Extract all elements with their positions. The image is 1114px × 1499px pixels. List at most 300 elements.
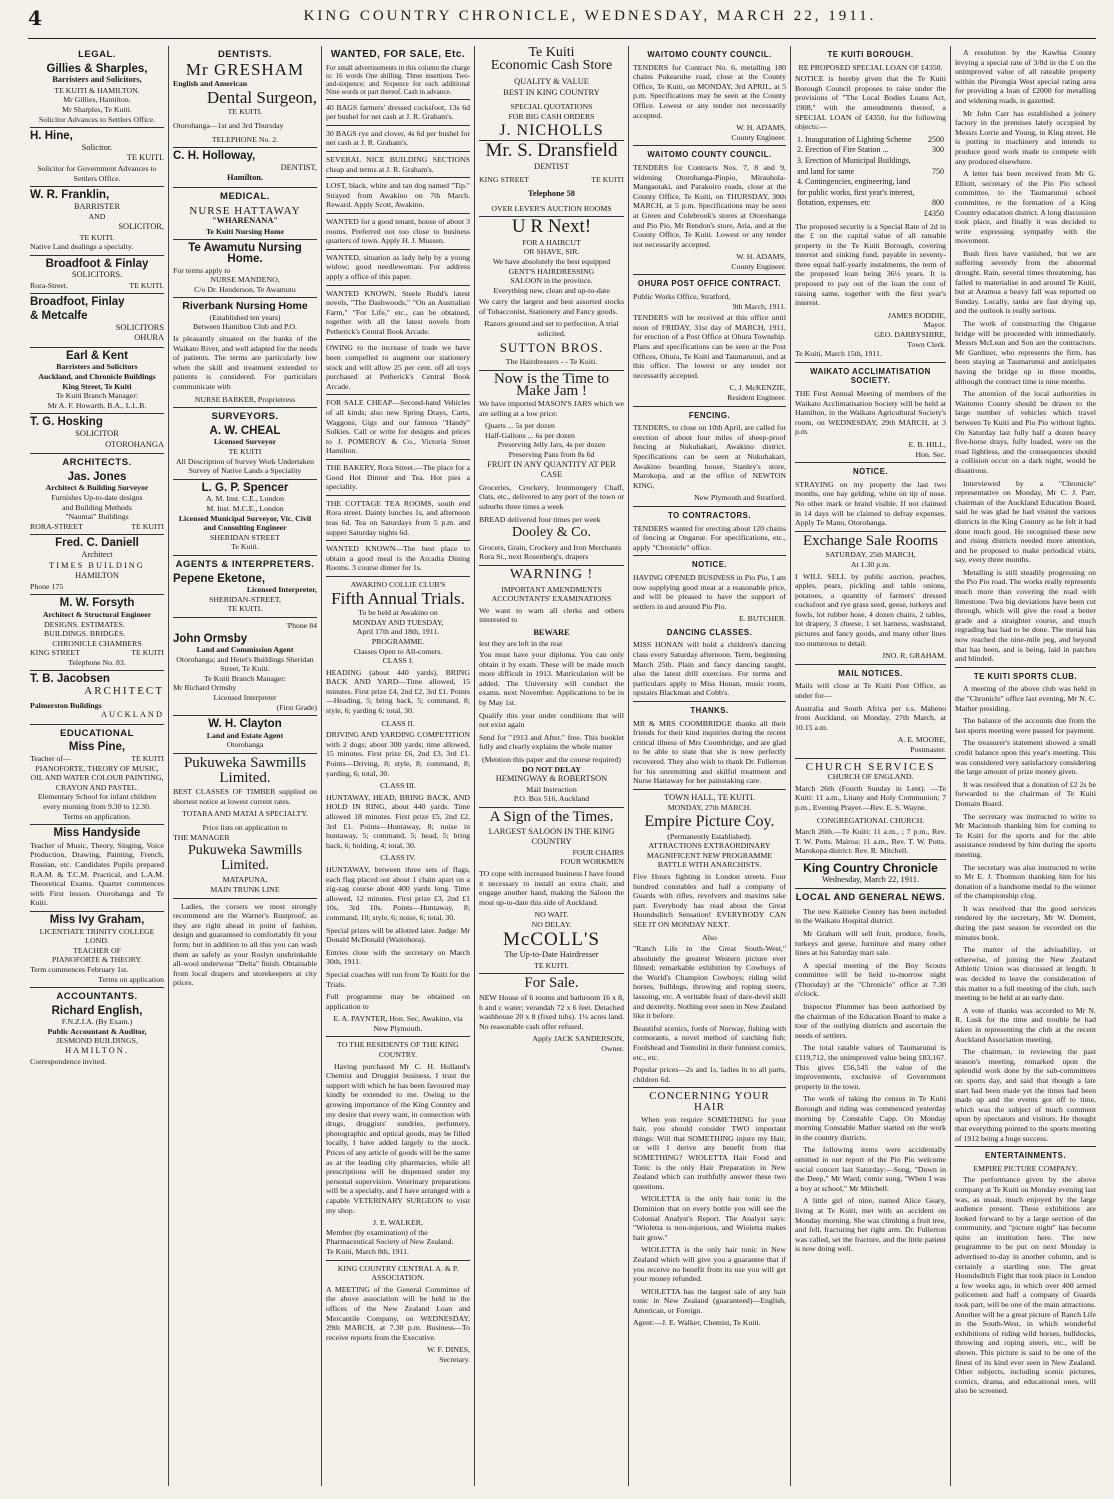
ad-line: LICENTIATE TRINITY COLLEGE LOND. (39, 926, 155, 946)
classified-ad: WANTED, situation as lady help by a young widow; good needlewoman. For address apply a office of this paper. (326, 252, 470, 281)
ad-line: You must have your diploma. You can only obtain it by exam. These will be made much more difficult in 1913. Matriculation will be added. The University will conduct the exams. next November. Applications to be in by May 1st. (479, 650, 624, 708)
ad-line: LARGEST SALOON IN THE KING COUNTRY (488, 826, 615, 847)
ad-line: Te Kuiti. (231, 542, 259, 552)
ad-name: Exchange Sale Rooms (803, 532, 938, 549)
ad-line: P.O. Box 516, Auckland (513, 794, 590, 804)
ad-name: Fred. C. Daniell (55, 537, 139, 550)
notice-body: TENDERS, to close on 10th April, are called for erection of about four miles of sheep-proof fencing at Nukuhakari, Awakino district. Specifications can be seen at Nukuhakari, Awakino boarding house, Stanley's store, Marokopa, and at the office of NEWTON KING, (633, 423, 786, 490)
news-paragraph: The chairman, in reviewing the past season's meeting, remarked upon the splendid work done by the sub-committees on sports day, and said that though a late start had been made yet the times had been made up and the events got off to time, which was the subject of much comment upon by spectators and visitors. He thought that everything pointed to the sports meeting of 1912 being a huge success. (955, 1047, 1096, 1143)
ad-line: RORA-STREET (30, 521, 83, 531)
ad-line: E. A. PAYNTER, Hon. Sec, Awakino, via New Plymouth. (333, 1014, 463, 1033)
loan-item: 3. Erection of Municipal Buildings, and land for same (797, 155, 911, 176)
ad-line: GENT'S HAIRDRESSING (508, 266, 595, 276)
ad-line: Owner. (601, 1043, 624, 1053)
ad-line: FOUR WORKMEN (560, 857, 624, 867)
column-rule (790, 46, 791, 1486)
notice-heading: WAITOMO COUNTY COUNCIL. (647, 50, 772, 59)
ad-line: Solicitor for Government Advances to Settlers Office. (37, 163, 157, 183)
ad-name: Mr. S. Dransfield (485, 140, 618, 162)
ad-name: Riverbank Nursing Home (182, 300, 308, 313)
ad-line: PIANOFORTE & THEORY. (51, 955, 142, 965)
ad-line: Five Hours fighting in London streets. Four hundred constables and half a company of Guards with rifles, revolvers and maxims take part. Everybody has read about the Great Houndsditch Sensation! EVERYBODY CAN SEE IT ON MONDAY NEXT. (633, 871, 786, 929)
news-paragraph: The new Kaitieke County has been included in the Waikato Hospital district. (795, 906, 946, 926)
ad-line: Native Land dealings a specialty. (30, 242, 134, 252)
ad-line: Licensed Interpreter, (246, 585, 317, 595)
ad-line: TE KUITI (591, 175, 624, 185)
ad-line: Preserving Pans from 8s 6d (508, 450, 595, 459)
ad-line: TE KUITI (228, 447, 262, 456)
ad-line: TE KUITI (131, 754, 164, 764)
ad-line: The Hairdressers - - Te Kuiti. (505, 357, 598, 367)
section-heading-accountants: ACCOUNTANTS. (56, 991, 138, 1003)
ad-line: CHURCH OF ENGLAND. (827, 772, 914, 782)
news-paragraph: A letter has been received from Mr G. Elliott, secretary of the Pio Pio school committee, to the Taumarunui school committee, re the formation of a King Country education district. A long discussion took place, and finally it was decided to write expressing sympathy with the movement. (955, 169, 1096, 246)
ad-line: SHERIDAN-STREET, (209, 594, 281, 604)
masthead (0, 0, 1114, 36)
section-heading-medical: MEDICAL. (220, 190, 270, 202)
ad-line: NEW House of 6 rooms and bathroom 16 x 8, h and c water; verandah 72 x 6 feet. Detached washhouse 20 x 8 (fixed tubs). 1¼ acres land. No reasonable cash offer refused. (479, 992, 624, 1031)
ad-line: EMPIRE PICTURE COMPANY. (973, 1163, 1078, 1173)
notice-body: HAVING OPENED BUSINESS in Pio Pio, I am now supplying good meat at a reasonable price, and will be pleased to have the support of settlers in and around Pio Pio. (633, 572, 786, 611)
ad-name: Richard English, (51, 1004, 143, 1017)
news-paragraph: Mr John Carr has established a joinery factory in the premises lately occupied by Messrs Lorrie and Young, in King street. He is putting in machinery and intends to produce good work made to compete with any produced elsewhere. (955, 108, 1096, 166)
ad-line: Auckland, and Chronicle Buildings (38, 372, 156, 382)
ad-name: Dooley & Co. (512, 525, 591, 541)
ad-line: BEWARE (533, 627, 570, 637)
ad-line: Teacher of— (30, 754, 71, 764)
ad-line: Entries close with the secretary on March 30th, 1911. (326, 947, 470, 967)
ad-line: Beautiful scenics, fords of Norway, fishing with cormorants, a novel method of catching fish; Foolshead and Tontolini in their funniest comics, etc., etc. (633, 1023, 786, 1062)
column-legal (30, 46, 164, 1486)
ad-line: Licensed Interpreter (213, 693, 277, 703)
ad-name: Pepene Eketone, (173, 572, 266, 585)
notice-heading: DANCING CLASSES. (666, 627, 753, 637)
ad-line: lest they are left in the rear (479, 638, 563, 648)
ad-line: C. J. McKENZIE, (729, 383, 786, 393)
class-heading: CLASS III. (380, 781, 416, 791)
ad-line: Solicitor Advances to Settlers Office. (38, 114, 156, 124)
ad-name: T. B. Jacobsen (30, 673, 110, 686)
ad-name: Dental Surgeon, (206, 87, 317, 107)
ad-line: Phone 175 (30, 581, 64, 591)
ad-line: For terms apply to (173, 265, 231, 275)
ad-line: To be held at Awakino on (358, 608, 438, 618)
ad-line: All Description of Survey Work Undertaken (175, 456, 315, 466)
ad-name: Limited. (221, 857, 269, 873)
news-paragraph: The following items were accidentally omitted in our report of the Pio Pio welcome social concert last Saturday:—Song, "Down in the Deep," Mr Ward; comic song, "When I was a boy at school," Mr Mitchell. (795, 1145, 946, 1193)
ad-name: WARNING ! (509, 566, 594, 582)
ad-line: BATTLE WITH ANARCHISTS. (657, 860, 762, 870)
ad-line: (Established ten years) (209, 312, 281, 322)
ad-body: A MEETING of the General Committee of the above association will be held in the offices of the New Zealand Loan and Mercantile Company, on WEDNESDAY, 29th MARCH, at 7.30 p.m. Business—To receive reports from the Executive. (326, 1284, 470, 1342)
ad-line: TEACHER OF (73, 945, 121, 955)
ad-line: 'Phone 84 (286, 620, 317, 630)
ad-line: Everything new, clean and up-to-date (493, 285, 610, 295)
ad-line: "Naumai" Buildings (65, 512, 129, 522)
classified-ad: SEVERAL NICE BUILDING SECTIONS cheap and terms at J. R. Graham's. (326, 154, 470, 174)
ad-line: Mails will close at Te Kuiti Post Office, as under for— (795, 681, 946, 701)
ad-line: JAMES BODDIE, (887, 310, 946, 320)
notice-heading: WAITOMO COUNTY COUNCIL. (647, 150, 772, 160)
ad-name: Fifth Annual Trials. (331, 588, 465, 608)
ad-name: Limited. (219, 769, 271, 786)
ad-line: MAIN TRUNK LINE (210, 884, 280, 894)
ad-line: CHRONICLE CHAMBERS (52, 638, 142, 648)
ad-line: Mayor. (923, 320, 946, 330)
ad-line: E. BUTCHER. (739, 614, 786, 624)
ad-line: Mr Richard Ormsby (173, 683, 237, 693)
ad-line: BEST IN KING COUNTRY (503, 87, 600, 97)
ad-name: Te Kuiti (528, 46, 575, 60)
ad-line: (Mention this paper and the course required) (482, 755, 621, 765)
ad-line: Palmerston Buildings (30, 700, 102, 710)
ad-line: Mr Gillies, Hamilton. (63, 95, 131, 105)
ad-line: Price lists on application to (202, 823, 288, 832)
ad-line: 9th March, 1911. (732, 301, 786, 311)
news-paragraph: It was resolved that a donation of £2 2s be forwarded to the chairman of Te Kuiti Domain Board. (955, 779, 1096, 808)
ad-name: M. W. Forsyth (59, 597, 135, 610)
ad-line: OTOROHANGA (105, 439, 164, 449)
ad-body: I WILL SELL by public auction, peaches, apples, pears, pickling and table onions, potatoes, a quantity of farmers' dressed cocksfoot and rye grass seed, geese, turkeys and fowls, lot rubber hose, 4 dozen chairs, 2 tables, lot drapery, 3 cheese, 1 set harness, washstand, pictures and fancy goods, and many other lines too numerous to detail. (795, 571, 946, 648)
ad-line: RE PROPOSED SPECIAL LOAN OF £4350. (798, 62, 943, 72)
ad-line: W. H. ADAMS, (736, 252, 786, 262)
section-heading-wanted: WANTED, FOR SALE, Etc. (330, 49, 466, 60)
ad-line: Licensed Surveyor (213, 437, 277, 447)
news-paragraph: The secretary was also instructed to write to Mr E. J. Thomson thanking him for his donation of a handsome medal to the winner of the championship clog. (955, 862, 1096, 901)
news-paragraph: The performance given by the above company at Te Kuiti on Monday evening last was, as usual, much enjoyed by the large audience present. These exhibitions are looked forward to by a large section of the community, and "picture night" has become quite an institution here. The new programme to be put on next Monday is advertised to-day in another column, and is certainly a startling one. The great Houndsditch Fight that took place in London a few weeks ago, in which over 400 armed policemen and half a company of Guards took part, will be one of the main attractions. Another will be a great picture of Ranch Life in the South-West, in which wonderful exhibitions of riding wild horses, bulldocks, throwing and roping steers, etc., will be shown. This picture is said to be one of the finest of its kind ever seen in New Zealand. Other subjects, including scenic pictures, comics, drama, and educational ones, will also be screened. (955, 1175, 1096, 1396)
ad-line: DENTIST (534, 161, 569, 171)
ad-name: T. G. Hosking (30, 416, 103, 429)
ad-line: Groceries, Crockery, Ironmongery Chaff, Oats, etc., delivered to any port of the town or suburbs three times a week (479, 482, 624, 511)
column-stores (479, 46, 624, 1486)
ad-line: TOWN HALL, TE KUITI. (664, 792, 755, 802)
ad-line: County Engineer. (731, 261, 786, 271)
column-rule (168, 46, 169, 1486)
classified-ad: THE COTTAGE TEA ROOMS, south end Rora street. Dainty lunches 1s, and afternoon teas 6d. Tea on Saturdays from 5 p.m. and supper Saturday nights 6d. (326, 498, 470, 537)
ad-line: AWAKINO COLLIE CLUB'S (350, 579, 446, 589)
ad-line: Razors ground and set to perfection. A trial solicited. (484, 319, 619, 339)
ad-line: Also (702, 932, 717, 942)
news-paragraph: Metalling is still steadily progressing on the Pio Pio road. The works really represents much more than covering the road with limestone. Two big deviations have been cut through, which will give the road a better grade and a straighter course, and much regrading has had to be done. The metal has now reached the nine-mile peg, and beyond that has been, and is being, laid in patches and blinded. (955, 567, 1096, 664)
ad-name: J. NICHOLLS (499, 121, 604, 139)
column-dentists (173, 46, 317, 1486)
ad-line: JESMOND BUILDINGS, (56, 1036, 138, 1046)
ad-line: ATTRACTIONS EXTRAORDINARY MAGNIFICENT NEW PROGRAMME (646, 841, 773, 860)
ad-line: TE KUITI & HAMILTON. (54, 85, 140, 95)
ad-line: Land and Commission Agent (196, 645, 294, 655)
ad-line: We have imported MASON'S JARS which we are selling at a low price: (479, 399, 624, 418)
news-paragraph: The work of constructing the Ongarue bridge will be proceeded with immediately. Messrs McLean and Son are the contractors. Mr Gardiner, who represents the firm, has been staying at Taumarunui and anticipates having the bridge up in three months, although the contract time is nine months. (955, 319, 1096, 386)
ad-line: Barristers and Solicitors, (52, 75, 142, 85)
notice-heading: NOTICE. (852, 467, 889, 477)
ad-heading: TO THE RESIDENTS OF THE KING COUNTRY. (337, 1040, 459, 1060)
masthead-rule (28, 38, 1096, 39)
ad-line: Australia and South Africa per s.s. Maheno from Auckland, on Monday, 27th March, at 10.15 a.m. (795, 703, 946, 732)
ad-name: & Metcalfe (30, 310, 88, 323)
ad-line: Otorohanga; and Hetet's Buildings Sheridan Street, Te Kuiti. (176, 654, 314, 674)
ad-line: AND (88, 212, 106, 222)
ad-line: County Engineer. (731, 132, 786, 142)
loan-table (795, 135, 946, 220)
ad-name: CONCERNING YOUR HAIR (649, 1090, 770, 1113)
news-paragraph: A little girl of nine, named Alice Geary, living at Te Kuiti, met with an accident on Monday morning. She was climbing a fruit tree, and fell, fracturing her right arm. Dr. Fullerton was called, set the fracture, and the little patient is now doing well. (795, 1196, 946, 1254)
ad-line: TE KUITI (131, 521, 164, 531)
ad-line: TE KUITI. (534, 960, 569, 970)
ad-name: Te Awamutu Nursing Home. (188, 242, 302, 265)
notice-heading: THANKS. (690, 706, 729, 716)
section-heading-news: LOCAL AND GENERAL NEWS. (795, 892, 946, 904)
ad-name: W. R. Franklin, (30, 189, 110, 202)
ad-name: Miss Ivy Graham, (49, 913, 145, 926)
classified-ad: OWING to the increase of trade we have been compelled to augment our stationery stock and will allow 25 per cent. off all toys purchased at Petherick's Central Book Arcade. (326, 343, 470, 391)
ad-line: FOUR CHAIRS (572, 847, 624, 857)
ad-line: Telephone No. 83. (68, 657, 126, 667)
ad-line: BRIDGES. (89, 629, 126, 639)
ad-line: We carry the largest and best assorted stocks of Tobacconist, Stationery and Fancy goods. (479, 297, 624, 316)
ad-line: THE MANAGER (173, 832, 230, 842)
news-paragraph: A resolution by the Kawhia County levying a special rate of 3/8d in the £ on the unimproved value of all rateable property within the Pirongia West special rating area for providing a loan of £2000 for metalling and widening roads, is gazetted. (955, 48, 1096, 105)
classified-intro: For small advertisements in this column the charge is: 16 words One shilling. Three insertions Two-and-sixpence; and Sixpence for each additional Nine words or part thereof. Cash in advance. (326, 63, 470, 96)
ad-name: Miss Handyside (53, 827, 141, 840)
ad-name: NURSE HATTAWAY (189, 204, 301, 217)
classified-ad: 40 BAGS farmers' dressed cocksfoot, 13s 6d per bushel for net cash at J. R. Graham's. (326, 102, 470, 122)
news-paragraph: The total ratable values of Taumarunui is £119,712, the unimproved value being £83,167. This gives £56,545 the value of the improvements, exclusive of Government property in the town. (795, 1043, 946, 1091)
ad-line: DENTIST, (280, 162, 317, 172)
ad-line: English and American (173, 79, 248, 89)
ad-name: C. H. Holloway, (173, 150, 256, 163)
ad-line: Te Kuiti Branch Manager: (56, 391, 138, 401)
ad-line: TE KUITI. (79, 232, 115, 242)
ad-name: Jas. Jones (67, 470, 127, 483)
column-rule (321, 46, 322, 1486)
ad-line: QUALITY & VALUE (514, 77, 589, 87)
class-heading: CLASS I. (382, 656, 414, 666)
ad-line: FOR BIG CASH ORDERS (508, 111, 595, 121)
ad-line: Apply JACK SANDERSON, (532, 1034, 624, 1044)
ad-line: King Street, Te Kuiti (62, 381, 132, 391)
ad-line: DESIGNS. (44, 619, 79, 629)
ad-name: Broadfoot & Finlay (45, 257, 149, 270)
ad-line: MONDAY, 27th MARCH. (667, 803, 752, 813)
class-heading: CLASS IV. (380, 853, 416, 863)
ad-line: Mr A. F. Howarth, B.A., L.L.B. (47, 400, 147, 410)
section-heading-architects: ARCHITECTS. (62, 457, 132, 469)
ad-line: Town Clerk. (907, 339, 946, 349)
notice-body: TENDERS for Contracts Nos. 7, 8 and 9, widening Otorohanga-Piopio, Mirauhola-Mangaotaki, and Parakoiro roads, close at the County Office, Te Kuiti, on THURSDAY, 30th MARCH, at 5 p.m. Specifications may be seen at Green and Colebrook's stores at Otorohanga and Pio Pio, Mr Rendon's store, Aria, and at the County Office, Te Kuiti. Lowest or any tender not necessarily accepted. (633, 162, 786, 249)
ad-name: For Sale. (524, 975, 579, 992)
ad-line: SOLICITOR (75, 429, 119, 438)
ad-line: Solicitor. (81, 142, 113, 152)
ad-line: TOTARA AND MATAI A SPECIALTY. (182, 809, 308, 819)
ad-line: Full programme may be obtained on application to (326, 992, 470, 1011)
ad-line: The Up-to-Date Hairdresser (504, 950, 599, 960)
column-tenders (633, 46, 786, 1486)
ad-name: U R Next! (511, 216, 592, 238)
notice-body: THE First Annual Meeting of members of the Waikato Acclimatisation Society will be held at Hamilton, in the Waikato Agricultural Society's room, on WEDNESDAY, 29th MARCH, at 3 p.m. (795, 389, 946, 437)
ad-line: NO WAIT. (534, 910, 569, 920)
ad-line: JNO. R. GRAHAM. (882, 651, 946, 661)
ad-line: Te Kuiti, March 15th, 1911. (795, 349, 882, 359)
section-heading-legal: LEGAL. (78, 49, 116, 60)
ad-name: Now is the Time to (493, 370, 610, 387)
ad-line: SHERIDAN STREET (210, 532, 280, 542)
ad-line: Secretary. (439, 1354, 470, 1364)
paper-date: Wednesday, March 22, 1911. (821, 874, 920, 884)
ad-line: TE KUITI. (227, 604, 263, 614)
ad-line: Architect (81, 549, 113, 559)
ad-line: SOLICITORS. (71, 270, 123, 280)
loan-item: 1. Inauguration of Lighting Scheme (797, 134, 912, 144)
ad-line: HAMILTON. (65, 1046, 129, 1056)
notice-heading: MAIL NOTICES. (838, 668, 903, 678)
news-paragraph: The work of taking the census in Te Kuiti Borough and riding was commenced yesterday morning by Constable Capp. On Monday morning Constable Mather started on the work in the country districts. (795, 1094, 946, 1142)
class-body: DRIVING AND YARDING COMPETITION with 2 dogs; about 300 yards; time allowed, 15 minutes. First prize £6, 2nd £3, 3rd £1. Points—Driving, 8; style, 8; command, 8; yarding, 6; total, 30. (326, 730, 470, 778)
ad-name: John Ormsby (173, 632, 248, 645)
loan-amount: £4350 (924, 208, 944, 218)
ad-line: ESTIMATES. (80, 619, 125, 629)
news-paragraph: The balance of the accounts due from the last sports meeting were passed for payment. (955, 716, 1096, 735)
ad-line: F.N.Z.I.A. (By Exam.) (61, 1017, 133, 1027)
ad-line: Barristers and Solicitors (56, 362, 138, 372)
ad-name: HEMINGWAY & ROBERTSON (495, 774, 608, 784)
ad-line: TELEPHONE No. 2. (211, 134, 279, 144)
ad-line: Otorohanga—1st and 3rd Thursday (173, 120, 284, 130)
ad-line: Terms on application (98, 974, 164, 984)
ad-line: KING STREET (479, 175, 530, 185)
ad-line: IMPORTANT AMENDMENTS (501, 584, 602, 594)
news-paragraph: The secretary was instructed to write to Mr Macintosh thanking him for coming to Te Kuiti for the sports and for the able assistance rendered by him during the sports meeting. (955, 811, 1096, 859)
ad-line: Te Kuiti Nursing Home (206, 226, 284, 236)
ad-line: Licensed Municipal Surveyor, Vic. Civil and Consulting Engineer (178, 513, 312, 533)
column-news (955, 46, 1096, 1486)
ad-line: NURSE MANDENO, (210, 275, 280, 285)
ad-line: At 1.30 p.m. (850, 559, 891, 569)
ad-line: MONDAY AND TUESDAY, (352, 617, 444, 627)
ad-line: and Building Methods (62, 502, 132, 512)
ad-line: GEO. DARBYSHIRE, (874, 330, 946, 340)
ad-line: TE KUITI. (227, 107, 263, 117)
classified-ad: WANTED for a good tenant, house of about 3 rooms. Preferred not too close to business quarters of town. Apply H. J. Mussen. (326, 216, 470, 246)
ad-name: SUTTON BROS. (499, 339, 604, 355)
ad-line: PROGRAMME. (371, 636, 425, 646)
ad-body: Ladies, the corsets we most strongly recommend are the Warner's Rustproof, as they are right ahead in point of fashion, design and guaranteed to comfortably fit your form; but in addition to all this you can wash them as safely as your Roslyn unshrinkable all-wool underwear "Delta" finish. Obtainable from local drapers and storekeepers at city prices. (173, 901, 317, 988)
news-paragraph: The matter of the advisability, or otherwise, of joining the New Zealand Athletic Union was discussed at length. It was decided to leave the consideration of this matter to a full meeting of the club, such meeting to be held at an early date. (955, 945, 1096, 1003)
column-wanted (326, 46, 470, 1486)
ad-line: A. E. MOORE, (897, 735, 946, 745)
ad-line: TIMES BUILDING (49, 560, 145, 570)
ad-name: H. Hine, (30, 130, 73, 143)
classified-ad: WANTED KNOWN—The best place to obtain a good meal is the Arcadia Dining Rooms. 3 course dinner for 1s. (326, 544, 470, 573)
notice-heading: TO CONTRACTORS. (667, 510, 752, 520)
ad-line: TE KUITI (131, 648, 164, 658)
ad-line: Architect & Structural Engineer (42, 609, 152, 619)
ad-line: We have absolutely the best equipped (492, 256, 611, 266)
loan-item: 2. Erection of Fire Station ... (797, 145, 889, 155)
ad-line: W. H. ADAMS, (736, 123, 786, 133)
classified-ad: FOR SALE CHEAP—Second-hand Vehicles of all kinds; also new Spring Drays, Carts, Waggons, Gigs and our famous "Handy" Sulkies. Call or write for designs and prices to J. POMEROY & Co., Victoria Street Hamilton. (326, 398, 470, 456)
class-heading: CLASS II. (381, 718, 415, 728)
section-heading-entertainments: ENTERTAINMENTS. (985, 1151, 1066, 1161)
ad-name: McCOLL'S (503, 928, 600, 950)
ad-line: April 17th and 18th, 1911. (356, 627, 440, 637)
ad-line: Special prizes will be allotted later. Judge: Mr Donald McDonald (Waitohora). (326, 925, 470, 945)
notice-body: TENDERS will be received at this office until noon of FRIDAY, 31st day of MARCH, 1911, for erection of a Post Office at Ohura Township. Plans and specifications can be seen at the Post Offices, Ohura, Te Kuiti and Taumarunui, and at this office. The lowest or any tender not necessarily accepted. (633, 313, 786, 380)
ad-name: Miss Pine, (68, 741, 126, 754)
ad-line: CONGREGATIONAL CHURCH. (816, 815, 925, 825)
loan-item (795, 209, 922, 220)
ad-line: Classes Open to All-comers. (353, 646, 443, 656)
ad-line: Preserving Jelly Jars, 4s per dozen (497, 440, 606, 450)
section-heading-dentists: DENTISTS. (217, 49, 273, 60)
ad-line: WIOLETTA is the only hair tonic in the Dominion that on every bottle you will see the Colonial Analyst's Report. The Analyst says: "Wioletta is non-injurious, and Wioletta makes hair grow." (633, 1194, 786, 1242)
news-paragraph: Mr Graham will sell fruit, produce, fowls, turkeys and geese, furniture and many other lines at his Saturday mart sale. (795, 928, 946, 958)
ad-line: AUCKLAND (101, 710, 164, 720)
ad-name: L. G. P. Spencer (201, 481, 289, 494)
ad-line: ACCOUNTANTS' EXAMINATIONS (491, 594, 612, 604)
ad-name: Gillies & Sharples, (46, 62, 148, 75)
ad-line: Public Accountant & Auditor, (47, 1026, 147, 1036)
ad-line: Hamilton. (226, 173, 264, 183)
ad-line: NO DELAY. (531, 919, 572, 929)
ad-line: KING STREET (30, 648, 81, 658)
ad-line: SPECIAL QUOTATIONS (510, 102, 593, 112)
news-paragraph: Bush fires have vanished, but we are suffering severely from the abnormal drought. Rain, several times threatening, has failed to materialise in and around Te Kuiti, but at Aramoa a heavy fall was reported on Sunday. Locally, tanks are fast drying up, and the outlook is really serious. (955, 248, 1096, 316)
ad-line: SATURDAY, 25th MARCH, (825, 550, 916, 560)
class-body: HEADING (about 440 yards), BRING BACK AND YARD—Time allowed, 15 minutes. First prize £4, 2nd £2, 3rd £1. Points—Heading, 5; bring back, 5; command, 8; style, 6; yarding 6; total, 30. (326, 667, 470, 716)
ad-line: WIOLETTA has the largest sale of any hair tonic in New Zealand (guaranteed)—English, American, or Foreign. (633, 1286, 786, 1315)
ad-line: Popular prices—2s and 1s, ladies in to all parts, children 6d. (633, 1065, 786, 1084)
notice-body: MISS HONAN will hold a children's dancing class every Saturday afternoon. Term, beginning March 25th. Plain and fancy dancing taught, also the latest drill exercises. For terms and particulars apply to Miss Honan, music room, upstairs Blackman and Cobb's. (633, 640, 786, 698)
ad-line: FRUIT IN ANY QUANTITY AT PER CASE (487, 459, 616, 480)
news-paragraph: A vote of thanks was accorded to Mr N. R. Lusk for the time and trouble he had taken in representing the club at the recent Auckland Association meeting. (955, 1005, 1096, 1044)
notice-body: STRAYING on my property the last two months, one bay gelding, white on tip of nose. No other mark or brand visible. If not claimed in 14 days will be claimed to defray expenses. Apply Te Manu, Otorohanga. (795, 479, 946, 528)
ad-line: TE KUITI. (126, 153, 164, 163)
classified-ad: WANTED KNOWN, Steele Rudd's latest novels, "The Dashwoods," "On an Australian Farm," "For Life," etc., can be obtained, together with all the latest novels from Petherick's Central Book Arcade. (326, 288, 470, 336)
ad-line: Postmaster. (910, 745, 946, 754)
ad-line: SOLICITORS (115, 322, 164, 332)
ad-line: Term commences February 1st. (30, 964, 129, 974)
ad-line: Quarts ... 5s per dozen (485, 421, 555, 431)
notice-heading: TE KUITI BOROUGH. (827, 50, 914, 59)
notice-heading: OHURA POST OFFICE CONTRACT. (637, 279, 782, 289)
ad-line: PIANOFORTE, THEORY OF MUSIC, OIL AND WATER COLOUR PAINTING, CRAYON AND PASTEL. (30, 763, 164, 792)
ad-heading: KING COUNTRY CENTRAL A. & P. ASSOCIATION. (337, 1263, 459, 1283)
column-rule (474, 46, 475, 1486)
class-body: HUNTAWAY, HEAD, BRING BACK, AND HOLD IN RING, about 440 yards. Time allowed 18 minutes. First prize £5, 2nd £2, 3rd £1. Points—Huntaway, 8; noise in huntaway, 5; command, 5; head, 5; bring back, 6; holding, 4; total, 30. (326, 792, 470, 850)
classified-ad: THE BAKERY, Rora Street.—The place for a Good Hot Dinner and Tea. Hot pies a speciality. (326, 463, 470, 492)
ad-line: FOR A HAIRCUT (522, 237, 581, 247)
news-paragraph: The treasurer's statement showed a small credit balance upon this year's meeting. This was considered very satisfactory considering the large amount of prize money given. (955, 738, 1096, 777)
ad-line: OR SHAVE, SIR. (523, 247, 580, 257)
ad-name: W. H. Clayton (208, 718, 282, 731)
class-body: HUNTAWAY, between three sets of flags, each flag placed out about 1 chain apart on a zig-zag course about 400 yards long. Time allowed, 12 minutes. First prize £3, 2nd £1 10s, 3rd 10s. Points—Huntaway, 8; command, 10; style, 6; noise, 6; total, 30. (326, 864, 470, 922)
notice-body: TENDERS wanted for erecting about 120 chains of fencing at Ongarue. For specifications, etc., apply "Chronicle" office. (633, 523, 786, 552)
ad-line: ARCHITECT (84, 685, 164, 698)
news-paragraph: It was resolved that the good services rendered by the secretary, Mr W. Dement, during the past season be recorded on the minutes book. (955, 903, 1096, 942)
ad-line: Correspondence invited. (30, 1056, 107, 1066)
ad-line: (First Grade) (276, 702, 317, 712)
notice-heading: WAIKATO ACCLIMATISATION SOCIETY. (810, 366, 931, 386)
ad-line: Hon. Sec. (915, 449, 946, 459)
ad-line: (Permanently Established). (667, 831, 752, 841)
ad-name: A. W. CHEAL (209, 424, 281, 437)
classified-ad: LOST, black, white and tan dog named "Tip." Strayed from Awakino on 7th March. Reward. Apply Scott, Awakino. (326, 181, 470, 210)
notice-body: NOTICE is hereby given that the Te Kuiti Borough Council proposes to raise under the provisions of "The Local Bodies Loans Act, 1908," with the amendments thereof, a SPECIAL LOAN of £4350, for the following objects:— (795, 74, 946, 132)
ad-line: A. M. Inst. C.E., London (206, 494, 284, 504)
masthead-title: KING COUNTRY CHRONICLE, WEDNESDAY, MARCH 22, 1911. (303, 8, 877, 24)
ad-line: HAMILTON (75, 571, 119, 581)
paper-title: King Country Chronicle (803, 860, 938, 875)
